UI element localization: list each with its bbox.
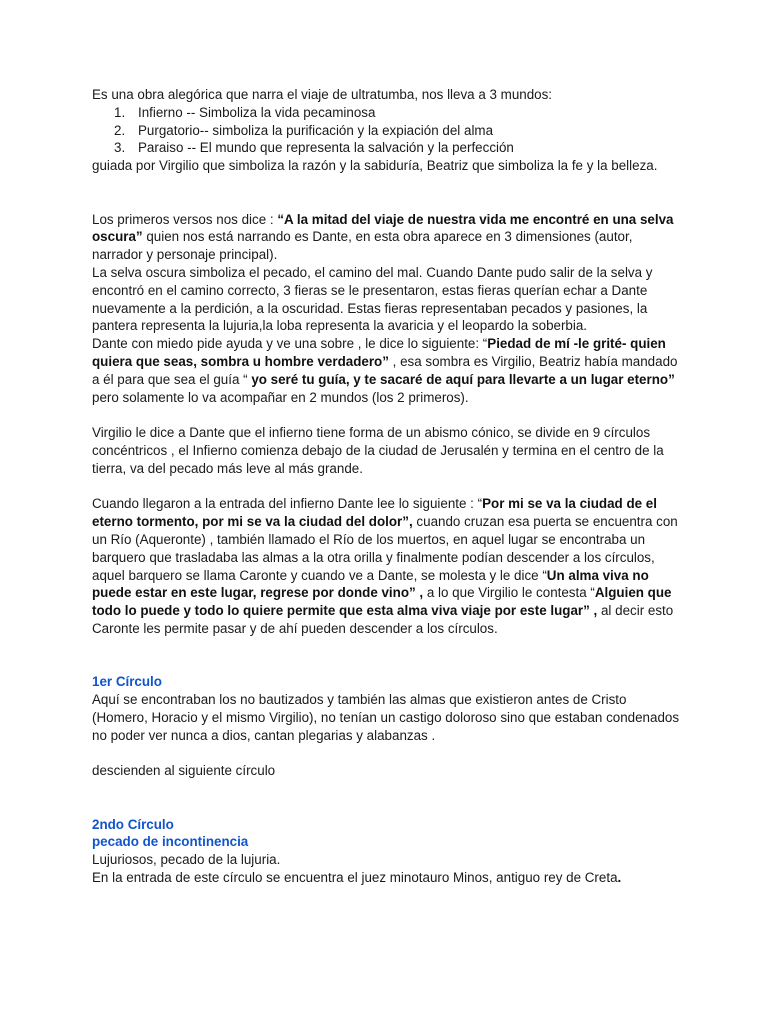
paragraph-first-verses: [92, 211, 682, 264]
intro-line: Es una obra alegórica que narra el viaje de ultratumba, nos lleva a 3 mundos:: [92, 87, 553, 102]
text-run: cuando cruzan esa puerta se encuentra con un Río (Aqueronte) , también llamado el Río de los muertos, en aquel lugar se encontraba un barquero que trasladaba las almas a la otra orilla y finalmente podían descender a los círculos, aquel barquero se llama Caronte y cuando ve a Dante, se molesta y le dice “: [92, 514, 678, 583]
paragraph-dark-forest: La selva oscura simboliza el pecado, el camino del mal. Cuando Dante pudo salir de la selva y encontró en el camino correcto, 3 fieras se le presentaron, estas fieras querían echar a Dante nuevamente a la perdición, a la oscuridad. Estas fieras representaban pecados y pasiones, la pantera representa la lujuria,la loba representa la avaricia y el leopardo la soberbia.: [92, 264, 653, 334]
list-text: Paraiso -- El mundo que representa la salvación y la perfección: [138, 140, 514, 156]
list-number: 1.: [114, 104, 126, 120]
list-text: Infierno -- Simboliza la vida pecaminosa: [138, 104, 376, 120]
text-run-bold: .: [617, 870, 622, 886]
list-item: [92, 104, 682, 122]
heading-circle-2: 2ndo Círculo: [92, 816, 174, 832]
paragraph-virgilio: [92, 335, 682, 406]
paragraph-entrance: [92, 495, 682, 637]
quote-bold: Por mi se va la ciudad de el eterno tormento, por mi se va la ciudad del dolor”,: [92, 496, 657, 530]
paragraph-inferno-shape: Virgilio le dice a Dante que el infierno tiene forma de un abismo cónico, se divide en 9 círculos concéntricos , el Infierno comienza debajo de la ciudad de Jerusalén y termina en el centro de la tierra, va del pecado más leve al más grande.: [92, 425, 664, 476]
list-item: [92, 139, 682, 157]
text-run: a lo que Virgilio le contesta “: [423, 585, 595, 601]
worlds-list: [92, 104, 682, 157]
paragraph-circle-1: Aquí se encontraban los no bautizados y también las almas que existieron antes de Cristo (Homero, Horacio y el mismo Virgilio), no tenían un castigo doloroso sino que estaban condenados no poder ver nunca a dios, cantan plegarias y alabanzas .: [92, 692, 680, 743]
text-run: al decir esto Caronte les permite pasar y de ahí pueden descender a los círculos.: [92, 603, 674, 636]
quote-bold: Alguien que todo lo puede y todo lo quiere permite que esta alma viva viaje por este lugar” ,: [92, 585, 672, 619]
text-run: En la entrada de este círculo se encuentra el juez minotauro Minos, antiguo rey de Creta: [92, 870, 618, 886]
text-run: Dante con miedo pide ayuda y ve una sobre , le dice lo siguiente: “: [92, 336, 488, 352]
text-run: quien nos está narrando es Dante, en esta obra aparece en 3 dimensiones (autor, narrador y personaje principal).: [92, 229, 633, 263]
paragraph-descend: descienden al siguiente círculo: [92, 763, 276, 779]
text-run: Los primeros versos nos dice :: [92, 211, 278, 227]
quote-bold: Un alma viva no puede estar en este lugar, regrese por donde vino” ,: [92, 567, 649, 601]
subheading-circle-2: pecado de incontinencia: [92, 834, 249, 850]
quote-bold: yo seré tu guía, y te sacaré de aquí para llevarte a un lugar eterno”: [251, 371, 675, 387]
quote-bold: Piedad de mí -le grité- quien quiera que seas, sombra u hombre verdadero”: [92, 336, 666, 369]
list-text: Purgatorio-- simboliza la purificación y la expiación del alma: [138, 122, 494, 138]
intro-after: guiada por Virgilio que simboliza la razón y la sabiduría, Beatriz que simboliza la fe y la belleza.: [92, 158, 658, 174]
list-number: 2.: [114, 122, 126, 138]
text-run: , esa sombra es Virgilio, Beatriz había mandado a él para que sea el guía “: [92, 353, 678, 387]
document-body: [92, 86, 682, 887]
list-number: 3.: [114, 140, 126, 156]
list-item: [92, 122, 682, 140]
quote-bold: “A la mitad del viaje de nuestra vida me encontré en una selva oscura”: [92, 211, 674, 245]
text-run: pero solamente lo va acompañar en 2 mundos (los 2 primeros).: [92, 389, 469, 405]
paragraph-circle-2-line2: [92, 869, 682, 887]
text-run: Cuando llegaron a la entrada del infierno Dante lee lo siguiente : “: [92, 496, 483, 512]
paragraph-circle-2-line1: Lujuriosos, pecado de la lujuria.: [92, 852, 281, 868]
heading-circle-1: 1er Círculo: [92, 674, 162, 690]
